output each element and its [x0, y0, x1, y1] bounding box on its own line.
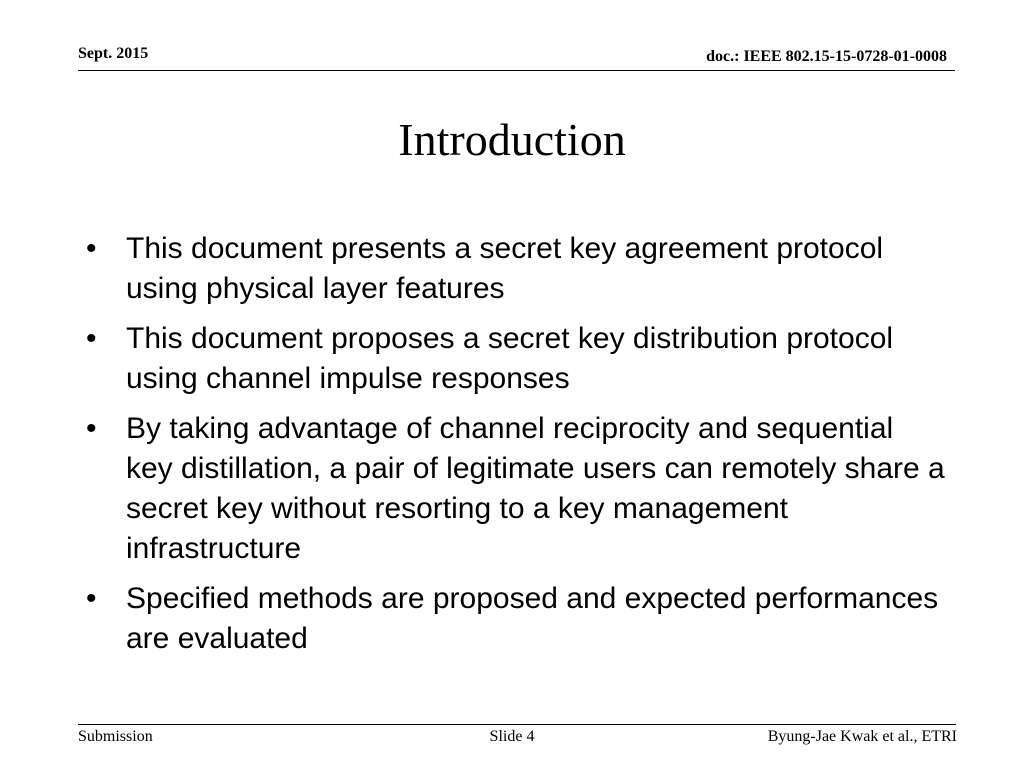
- header-date: Sept. 2015: [78, 45, 149, 62]
- bullet-icon: •: [86, 322, 97, 355]
- bullet-text: This document presents a secret key agreement protocol using physical layer features: [126, 232, 884, 305]
- bullet-text: Specified methods are proposed and expected performances are evaluated: [126, 582, 939, 655]
- bullet-item: [86, 409, 946, 569]
- bullet-item: [86, 319, 946, 399]
- footer-authors: Byung-Jae Kwak et al., ETRI: [767, 728, 957, 745]
- bullet-text: By taking advantage of channel reciprocity and sequential key distillation, a pair of legitimate users can remotely share a secret key without resorting to a key management infrastructure: [126, 412, 945, 565]
- bullet-item: [86, 229, 946, 309]
- bullet-icon: •: [86, 412, 97, 445]
- slide-title: Introduction: [398, 114, 626, 165]
- footer-slide-number: Slide 4: [489, 728, 535, 745]
- bullet-icon: •: [86, 232, 97, 265]
- bullet-item: [86, 579, 946, 659]
- header-divider: [78, 70, 955, 71]
- bullet-list: [86, 229, 946, 669]
- footer-submission: Submission: [78, 728, 153, 745]
- bullet-text: This document proposes a secret key distribution protocol using channel impulse responses: [126, 322, 894, 395]
- header-doc-id: doc.: IEEE 802.15-15-0728-01-0008: [706, 48, 947, 65]
- bullet-icon: •: [86, 582, 97, 615]
- footer-divider: [78, 724, 956, 725]
